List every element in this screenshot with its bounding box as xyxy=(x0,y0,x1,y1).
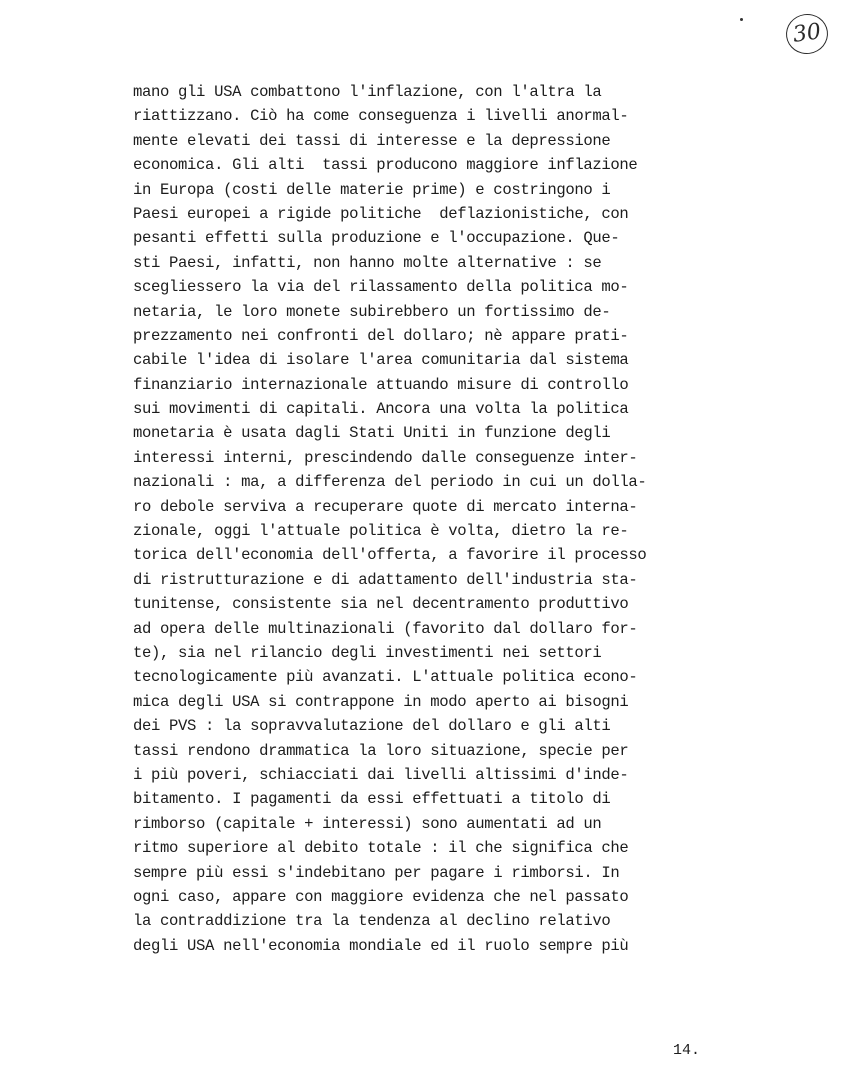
text-line: mente elevati dei tassi di interesse e la depressione xyxy=(133,131,611,150)
text-line: degli USA nell'economia mondiale ed il ruolo sempre più xyxy=(133,936,629,955)
text-line: finanziario internazionale attuando misure di controllo xyxy=(133,375,629,394)
page-number: 14. xyxy=(673,1042,701,1059)
text-line: ritmo superiore al debito totale : il che significa che xyxy=(133,839,629,858)
text-line: ogni caso, appare con maggiore evidenza che nel passato xyxy=(133,887,629,906)
text-line: rimborso (capitale + interessi) sono aumentati ad un xyxy=(133,814,602,833)
text-line: nazionali : ma, a differenza del periodo in cui un dolla- xyxy=(133,473,647,492)
text-line: zionale, oggi l'attuale politica è volta, dietro la re- xyxy=(133,522,629,541)
text-line: ro debole serviva a recuperare quote di mercato interna- xyxy=(133,497,638,516)
body-text xyxy=(133,80,713,958)
text-line: sui movimenti di capitali. Ancora una volta la politica xyxy=(133,400,629,419)
text-line: monetaria è usata dagli Stati Uniti in funzione degli xyxy=(133,424,611,443)
text-line: sempre più essi s'indebitano per pagare i rimborsi. In xyxy=(133,863,620,882)
text-line: pesanti effetti sulla produzione e l'occupazione. Que- xyxy=(133,229,620,248)
circled-page-number: 30 xyxy=(783,11,830,56)
text-line: mica degli USA si contrappone in modo aperto ai bisogni xyxy=(133,692,629,711)
text-line: economica. Gli alti tassi producono maggiore inflazione xyxy=(133,156,638,175)
text-line: netaria, le loro monete subirebbero un fortissimo de- xyxy=(133,302,611,321)
text-line: tunitense, consistente sia nel decentramento produttivo xyxy=(133,595,629,614)
text-line: in Europa (costi delle materie prime) e costringono i xyxy=(133,180,611,199)
text-line: i più poveri, schiacciati dai livelli altissimi d'inde- xyxy=(133,765,629,784)
text-line: bitamento. I pagamenti da essi effettuati a titolo di xyxy=(133,790,611,809)
text-line: tecnologicamente più avanzati. L'attuale politica econo- xyxy=(133,668,638,687)
text-line: Paesi europei a rigide politiche deflazionistiche, con xyxy=(133,204,629,223)
text-line: prezzamento nei confronti del dollaro; nè appare prati- xyxy=(133,326,629,345)
ink-speck xyxy=(740,18,743,21)
text-line: di ristrutturazione e di adattamento dell'industria sta- xyxy=(133,570,638,589)
text-line: dei PVS : la sopravvalutazione del dollaro e gli alti xyxy=(133,717,611,736)
text-line: torica dell'economia dell'offerta, a favorire il processo xyxy=(133,546,647,565)
text-line: tassi rendono drammatica la loro situazione, specie per xyxy=(133,741,629,760)
text-line: cabile l'idea di isolare l'area comunitaria dal sistema xyxy=(133,351,629,370)
text-line: riattizzano. Ciò ha come conseguenza i livelli anormal- xyxy=(133,107,629,126)
text-line: interessi interni, prescindendo dalle conseguenze inter- xyxy=(133,448,638,467)
text-line: ad opera delle multinazionali (favorito dal dollaro for- xyxy=(133,619,638,638)
text-line: scegliessero la via del rilassamento della politica mo- xyxy=(133,278,629,297)
text-line: la contraddizione tra la tendenza al declino relativo xyxy=(133,912,611,931)
text-line: te), sia nel rilancio degli investimenti nei settori xyxy=(133,643,602,662)
text-line: mano gli USA combattono l'inflazione, con l'altra la xyxy=(133,83,602,101)
text-line: sti Paesi, infatti, non hanno molte alternative : se xyxy=(133,253,602,272)
